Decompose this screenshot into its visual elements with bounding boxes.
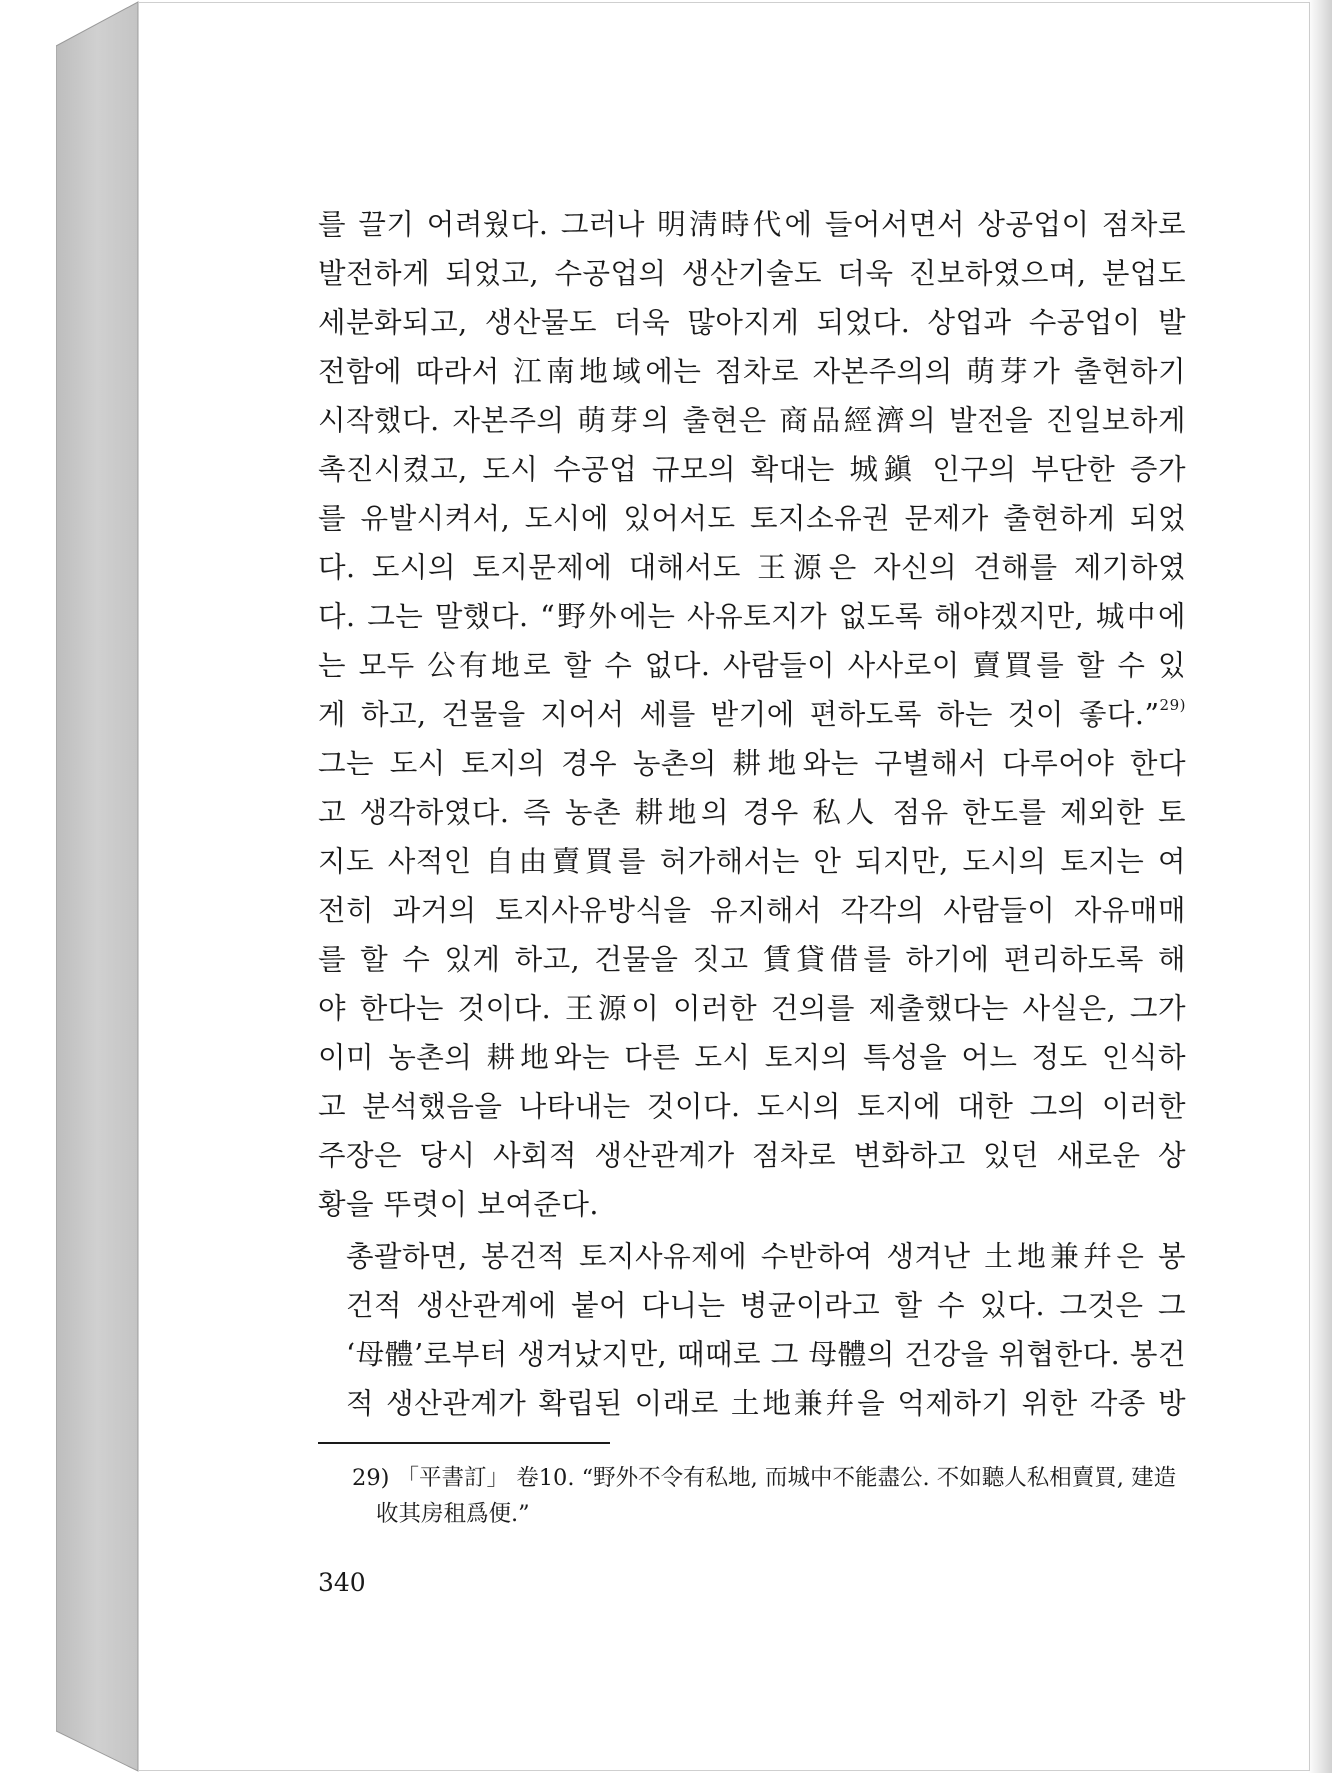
text-line: 그는 도시 토지의 경우 농촌의 耕地와는 구별해서 다루어야 한다 [318, 747, 1186, 780]
footnote-reference[interactable]: 29) [1159, 696, 1186, 714]
text-line: 를 유발시켜서, 도시에 있어서도 토지소유권 문제가 출현하게 되었 [318, 502, 1186, 535]
text-line: 주장은 당시 사회적 생산관계가 점차로 변화하고 있던 새로운 상 [318, 1139, 1186, 1172]
text-line: 발전하게 되었고, 수공업의 생산기술도 더욱 진보하였으며, 분업도 [318, 257, 1186, 290]
text-line: 야 한다는 것이다. 王源이 이러한 건의를 제출했다는 사실은, 그가 [318, 992, 1186, 1025]
text-line: 시작했다. 자본주의 萌芽의 출현은 商品經濟의 발전을 진일보하게 [318, 404, 1186, 437]
footnote-line: 收其房租爲便.” [376, 1501, 530, 1527]
text-line: 적 생산관계가 확립된 이래로 土地兼幷을 억제하기 위한 각종 방 [346, 1387, 1186, 1420]
paragraph-1 [318, 200, 1186, 1229]
footnote-line: 29) 「平書訂」 卷10. “野外不令有私地, 而城中不能盡公. 不如聽人私相賣買, 建造 [352, 1465, 1177, 1491]
text-line-with-footnote [318, 690, 1186, 739]
body-text [318, 200, 1186, 1428]
footnote-29 [352, 1460, 1186, 1532]
text-line: 전함에 따라서 江南地域에는 점차로 자본주의의 萌芽가 출현하기 [318, 355, 1186, 388]
text-line: 다. 그는 말했다. “野外에는 사유토지가 없도록 해야겠지만, 城中에 [318, 600, 1186, 633]
page-edge-shadow [1308, 0, 1332, 1773]
text-line: 세분화되고, 생산물도 더욱 많아지게 되었다. 상업과 수공업이 발 [318, 306, 1186, 339]
text-line: 지도 사적인 自由賣買를 허가해서는 안 되지만, 도시의 토지는 여 [318, 845, 1186, 878]
text-line: ‘母體’로부터 생겨났지만, 때때로 그 母體의 건강을 위협한다. 봉건 [346, 1338, 1186, 1371]
text-line: 이미 농촌의 耕地와는 다른 도시 토지의 특성을 어느 정도 인식하 [318, 1041, 1186, 1074]
text-line: 전히 과거의 토지사유방식을 유지해서 각각의 사람들이 자유매매 [318, 894, 1186, 927]
text-line: 고 생각하였다. 즉 농촌 耕地의 경우 私人 점유 한도를 제외한 토 [318, 796, 1186, 829]
text-line: 를 끌기 어려웠다. 그러나 明淸時代에 들어서면서 상공업이 점차로 [318, 208, 1186, 241]
text-line: 는 모두 公有地로 할 수 없다. 사람들이 사사로이 賣買를 할 수 있 [318, 649, 1186, 682]
text-line: 게 하고, 건물을 지어서 세를 받기에 편하도록 하는 것이 좋다.” [318, 698, 1160, 731]
paragraph-2 [318, 1232, 1186, 1428]
text-line: 고 분석했음을 나타내는 것이다. 도시의 토지에 대한 그의 이러한 [318, 1090, 1186, 1123]
text-line: 건적 생산관계에 붙어 다니는 병균이라고 할 수 있다. 그것은 그 [346, 1289, 1186, 1322]
text-line: 황을 뚜렷이 보여준다. [318, 1188, 599, 1221]
page-number: 340 [318, 1568, 366, 1597]
text-line: 다. 도시의 토지문제에 대해서도 王源은 자신의 견해를 제기하였 [318, 551, 1186, 584]
text-line: 촉진시켰고, 도시 수공업 규모의 확대는 城鎭 인구의 부단한 증가 [318, 453, 1186, 486]
text-line: 를 할 수 있게 하고, 건물을 짓고 賃貸借를 하기에 편리하도록 해 [318, 943, 1186, 976]
text-line: 총괄하면, 봉건적 토지사유제에 수반하여 생겨난 土地兼幷은 봉 [346, 1240, 1186, 1273]
footnote-divider [318, 1442, 610, 1444]
